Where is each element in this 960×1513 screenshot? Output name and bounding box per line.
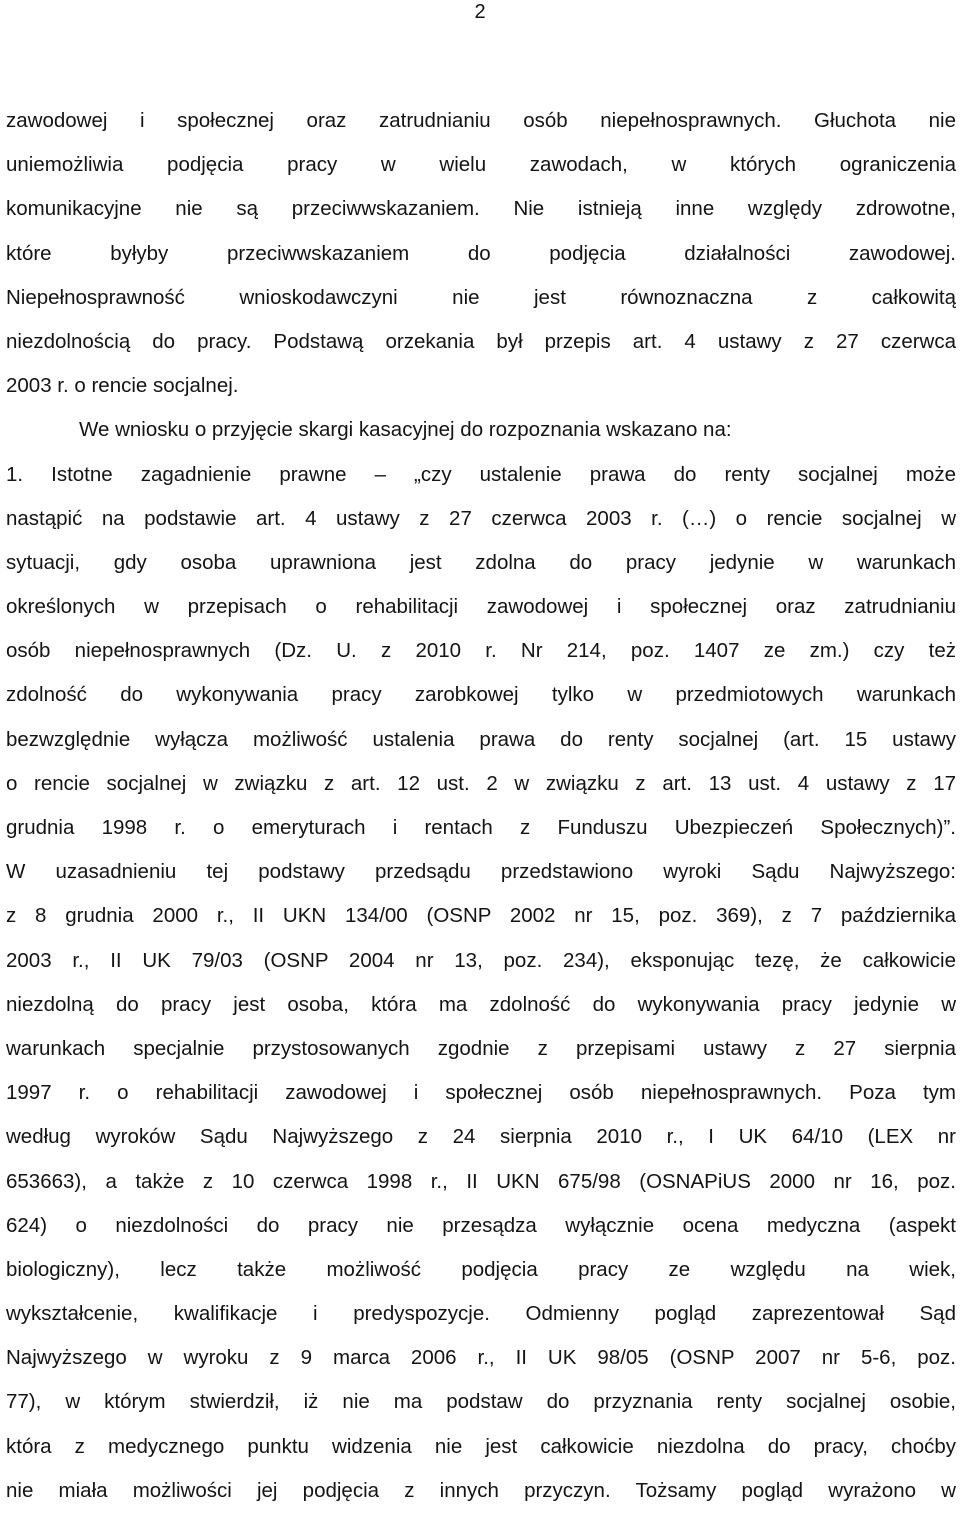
text-line: niezdolnością do pracy. Podstawą orzekania był przepis art. 4 ustawy z 27 czerwca	[6, 329, 956, 353]
text-line: sytuacji, gdy osoba uprawniona jest zdolna do pracy jedynie w warunkach	[6, 550, 956, 574]
text-line: bezwzględnie wyłącza możliwość ustalenia prawa do renty socjalnej (art. 15 ustawy	[6, 727, 956, 751]
text-line: określonych w przepisach o rehabilitacji zawodowej i społecznej oraz zatrudnianiu	[6, 595, 956, 619]
text-line: zdolność do wykonywania pracy zarobkowej tylko w przedmiotowych warunkach	[6, 683, 956, 707]
text-line: warunkach specjalnie przystosowanych zgodnie z przepisami ustawy z 27 sierpnia	[6, 1036, 956, 1060]
text-line: 2003 r., II UK 79/03 (OSNP 2004 nr 13, poz. 234), eksponując tezę, że całkowicie	[6, 948, 956, 972]
text-line: 1. Istotne zagadnienie prawne – „czy ustalenie prawa do renty socjalnej może	[6, 462, 956, 486]
text-line: która z medycznego punktu widzenia nie jest całkowicie niezdolna do pracy, choćby	[6, 1434, 956, 1458]
text-line: 77), w którym stwierdził, iż nie ma podstaw do przyznania renty socjalnej osobie,	[6, 1390, 956, 1414]
text-line: nie miała możliwości jej podjęcia z innych przyczyn. Tożsamy pogląd wyrażono w	[6, 1478, 956, 1502]
text-line: o rencie socjalnej w związku z art. 12 ust. 2 w związku z art. 13 ust. 4 ustawy z 17	[6, 771, 956, 795]
page-number: 2	[474, 1, 486, 23]
text-line: We wniosku o przyjęcie skargi kasacyjnej do rozpoznania wskazano na:	[79, 418, 732, 442]
text-line: Najwyższego w wyroku z 9 marca 2006 r., II UK 98/05 (OSNP 2007 nr 5-6, poz.	[6, 1346, 956, 1370]
text-line: uniemożliwia podjęcia pracy w wielu zawodach, w których ograniczenia	[6, 153, 956, 177]
text-line: 653663), a także z 10 czerwca 1998 r., II UKN 675/98 (OSNAPiUS 2000 nr 16, poz.	[6, 1169, 956, 1193]
text-line: które byłyby przeciwwskazaniem do podjęcia działalności zawodowej.	[6, 241, 956, 265]
text-line: komunikacyjne nie są przeciwwskazaniem. Nie istnieją inne względy zdrowotne,	[6, 197, 956, 221]
text-line: według wyroków Sądu Najwyższego z 24 sierpnia 2010 r., I UK 64/10 (LEX nr	[6, 1125, 956, 1149]
text-line: zawodowej i społecznej oraz zatrudnianiu osób niepełnosprawnych. Głuchota nie	[6, 109, 956, 132]
text-line: wykształcenie, kwalifikacje i predyspozycje. Odmienny pogląd zaprezentował Sąd	[6, 1302, 956, 1326]
text-line: Niepełnosprawność wnioskodawczyni nie jest równoznaczna z całkowitą	[6, 285, 956, 309]
document-body	[6, 99, 956, 1513]
text-line: grudnia 1998 r. o emeryturach i rentach z Funduszu Ubezpieczeń Społecznych)”.	[6, 816, 956, 839]
text-line: nastąpić na podstawie art. 4 ustawy z 27 czerwca 2003 r. (…) o rencie socjalnej w	[6, 506, 956, 530]
text-line: 624) o niezdolności do pracy nie przesądza wyłącznie ocena medyczna (aspekt	[6, 1213, 956, 1237]
text-line: osób niepełnosprawnych (Dz. U. z 2010 r. Nr 214, poz. 1407 ze zm.) czy też	[6, 639, 956, 663]
text-line: biologiczny), lecz także możliwość podjęcia pracy ze względu na wiek,	[6, 1257, 956, 1281]
text-line: 2003 r. o rencie socjalnej.	[6, 374, 239, 398]
text-line: z 8 grudnia 2000 r., II UKN 134/00 (OSNP 2002 nr 15, poz. 369), z 7 października	[6, 904, 956, 928]
text-line: 1997 r. o rehabilitacji zawodowej i społecznej osób niepełnosprawnych. Poza tym	[6, 1081, 956, 1105]
text-line: W uzasadnieniu tej podstawy przedsądu przedstawiono wyroki Sądu Najwyższego:	[6, 860, 956, 884]
text-line: niezdolną do pracy jest osoba, która ma zdolność do wykonywania pracy jedynie w	[6, 992, 956, 1016]
